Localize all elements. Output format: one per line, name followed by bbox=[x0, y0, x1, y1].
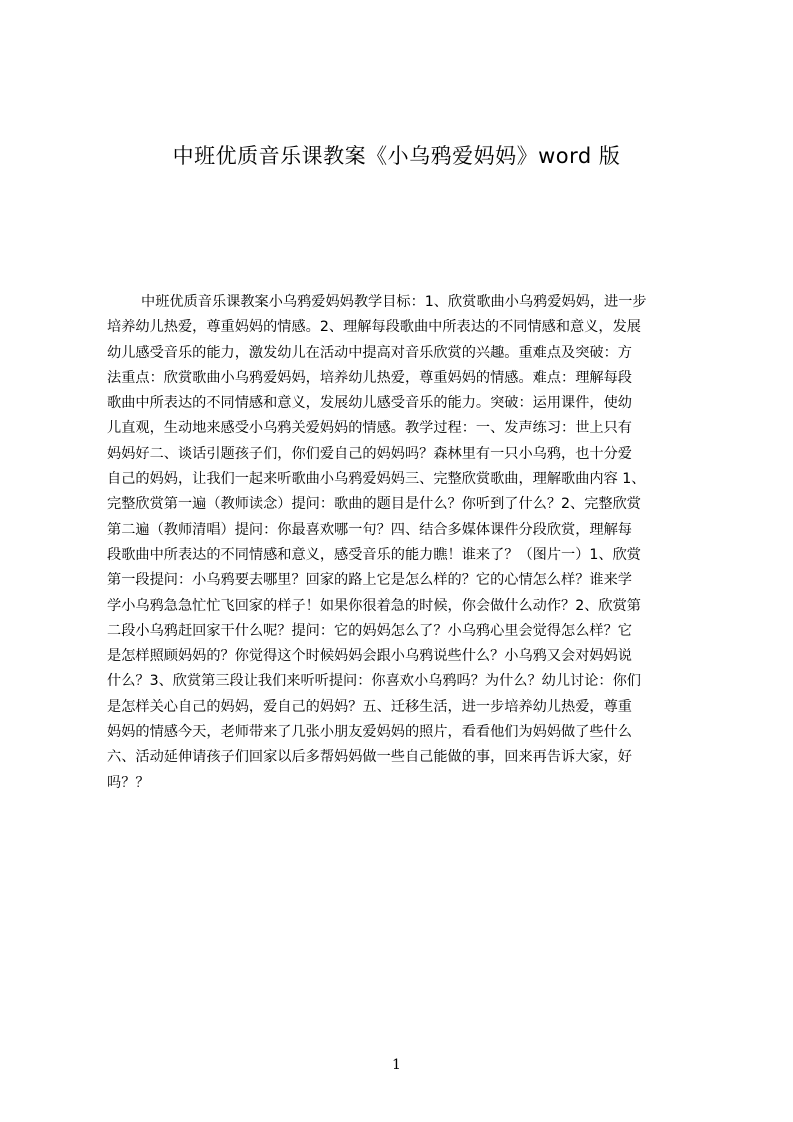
body-line: 是怎样关心自己的妈妈，爱自己的妈妈？五、迁移生活，进一步培养幼儿热爱，尊重 bbox=[107, 698, 632, 715]
body-line: 完整欣赏第一遍（教师读念）提问：歌曲的题目是什么？你听到了什么？2、完整欣赏 bbox=[107, 496, 641, 513]
body-line: 中班优质音乐课教案小乌鸦爱妈妈教学目标：1、欣赏歌曲小乌鸦爱妈妈，进一步 bbox=[141, 294, 647, 310]
body-line: 是怎样照顾妈妈的？你觉得这个时候妈妈会跟小乌鸦说些什么？小乌鸦又会对妈妈说 bbox=[107, 648, 632, 665]
body-line: 法重点：欣赏歌曲小乌鸦爱妈妈，培养幼儿热爱，尊重妈妈的情感。难点：理解每段 bbox=[107, 369, 632, 386]
body-line: 什么？3、欣赏第三段让我们来听听提问：你喜欢小乌鸦吗？为什么？幼儿讨论：你们 bbox=[107, 673, 641, 690]
body-line: 吗？？ bbox=[107, 774, 150, 791]
body-line: 妈妈的情感今天，老师带来了几张小朋友爱妈妈的照片，看看他们为妈妈做了些什么 bbox=[107, 724, 632, 741]
body-line: 培养幼儿热爱，尊重妈妈的情感。2、理解每段歌曲中所表达的不同情感和意义，发展 bbox=[107, 319, 641, 336]
body-line: 第二遍（教师清唱）提问：你最喜欢哪一句？四、结合多媒体课件分段欣赏，理解每 bbox=[107, 521, 632, 538]
body-line: 歌曲中所表达的不同情感和意义，发展幼儿感受音乐的能力。突破：运用课件，使幼 bbox=[107, 395, 632, 412]
body-line: 妈妈好二、谈话引题孩子们，你们爱自己的妈妈吗？森林里有一只小乌鸦，也十分爱 bbox=[107, 445, 632, 462]
body-line: 学小乌鸦急急忙忙飞回家的样子！如果你很着急的时候，你会做什么动作？2、欣赏第 bbox=[107, 597, 641, 614]
document-body bbox=[107, 290, 697, 796]
body-line: 六、活动延伸请孩子们回家以后多帮妈妈做一些自己能做的事，回来再告诉大家，好 bbox=[107, 749, 632, 766]
body-line: 自己的妈妈，让我们一起来听歌曲小乌鸦爱妈妈三、完整欣赏歌曲，理解歌曲内容 1、 bbox=[107, 471, 646, 488]
body-line: 第一段提问：小乌鸦要去哪里？回家的路上它是怎么样的？它的心情怎么样？谁来学 bbox=[107, 572, 632, 589]
body-line: 二段小乌鸦赶回家干什么呢？提问：它的妈妈怎么了？小乌鸦心里会觉得怎么样？它 bbox=[107, 622, 632, 639]
body-line: 儿直观，生动地来感受小乌鸦关爱妈妈的情感。教学过程：一、发声练习：世上只有 bbox=[107, 420, 632, 437]
document-title: 中班优质音乐课教案《小乌鸦爱妈妈》word 版 bbox=[172, 144, 621, 168]
body-line: 幼儿感受音乐的能力，激发幼儿在活动中提高对音乐欣赏的兴趣。重难点及突破：方 bbox=[107, 344, 632, 361]
body-line: 段歌曲中所表达的不同情感和意义，感受音乐的能力瞧！谁来了？（图片一）1、欣赏 bbox=[107, 546, 641, 563]
page-number: 1 bbox=[392, 1057, 401, 1073]
